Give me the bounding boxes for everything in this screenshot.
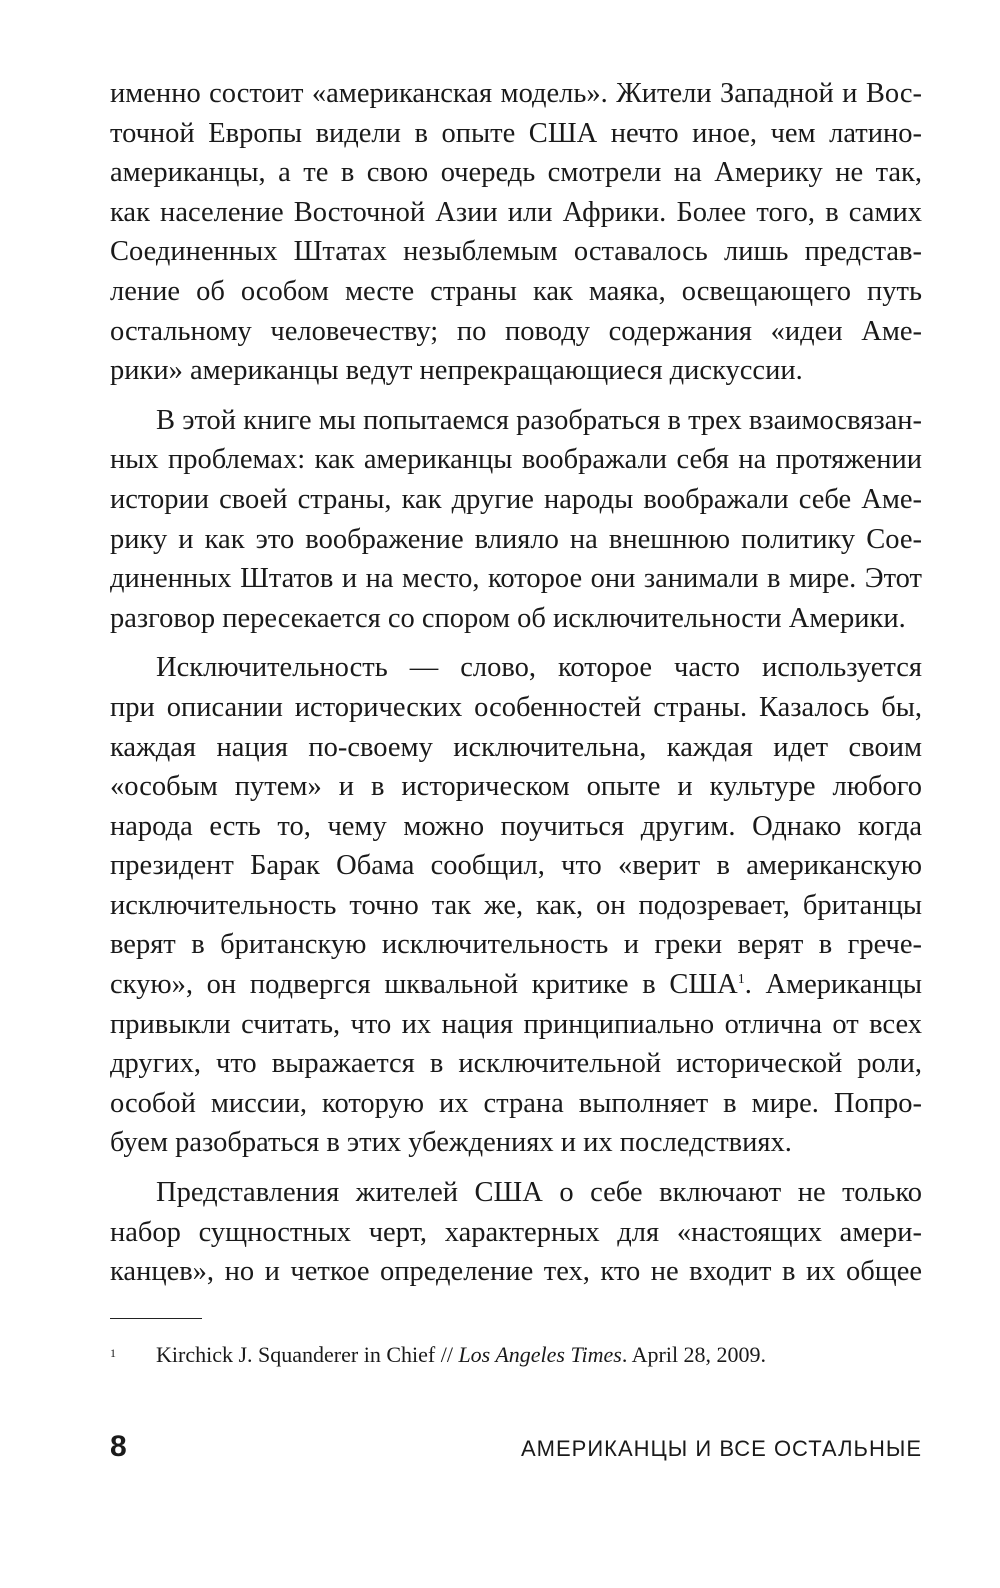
text-line: разговор пересекается со спором об исключительности Америки.: [110, 602, 906, 634]
text-line: точной Европы видели в опыте США нечто иное, чем латино-: [110, 117, 922, 149]
text-line: набор сущностных черт, характерных для «настоящих амери-: [110, 1216, 922, 1248]
text-line: истории своей страны, как другие народы воображали себе Аме-: [110, 483, 922, 515]
text-line: канцев», но и четкое определение тех, кто не входит в их общее: [110, 1256, 922, 1288]
footnote-reference[interactable]: 1: [737, 972, 745, 988]
text-line: именно состоит «американская модель». Жители Западной и Вос-: [110, 78, 922, 109]
text-line: ных проблемах: как американцы воображали себя на протяжении: [110, 444, 922, 476]
footnote-date: . April 28, 2009.: [621, 1342, 767, 1367]
paragraph-3: [110, 648, 922, 1163]
footnote-author-title: Kirchick J. Squanderer in Chief //: [156, 1342, 459, 1367]
text-line: рики» американцы ведут непрекращающиеся дискуссии.: [110, 355, 803, 387]
text-line: Соединенных Штатах незыблемым оставалось лишь представ-: [110, 236, 922, 268]
text-line: особой миссии, которую их страна выполняет в мире. Попро-: [110, 1087, 922, 1119]
footnote-number: 1: [110, 1346, 116, 1360]
text-line: привыкли считать, что их нация принципиально отлична от всех: [110, 1008, 922, 1040]
footnote-source: Los Angeles Times: [458, 1342, 622, 1367]
body-text: [110, 74, 922, 1292]
text-line: других, что выражается в исключительной исторической роли,: [110, 1048, 922, 1080]
footnote-divider: [110, 1318, 202, 1319]
text-line: Представления жителей США о себе включают не только: [156, 1177, 922, 1209]
text-line-with-footnote: [110, 965, 922, 1005]
paragraph-1: [110, 74, 922, 391]
text-line: исключительность точно так же, как, он подозревает, британцы: [110, 889, 922, 921]
page-number: 8: [110, 1430, 127, 1463]
text-line: диненных Штатов и на место, которое они занимали в мире. Этот: [110, 563, 922, 595]
text-line: остальному человечеству; по поводу содержания «идеи Аме-: [110, 315, 922, 347]
text-line: президент Барак Обама сообщил, что «верит в американскую: [110, 850, 922, 882]
text-line: буем разобраться в этих убеждениях и их последствиях.: [110, 1127, 792, 1159]
text-segment: . Американцы: [744, 969, 922, 1001]
paragraph-4: [110, 1173, 922, 1292]
text-line: «особым путем» и в историческом опыте и культуре любого: [110, 771, 922, 803]
text-line: при описании исторических особенностей страны. Казалось бы,: [110, 691, 922, 723]
text-line: В этой книге мы попытаемся разобраться в трех взаимосвязан-: [156, 404, 922, 436]
text-segment: скую», он подвергся шквальной критике в США: [110, 969, 738, 1001]
text-line: рику и как это воображение влияло на внешнюю политику Сое-: [110, 523, 922, 555]
running-title: АМЕРИКАНЦЫ И ВСЕ ОСТАЛЬНЫЕ: [521, 1436, 922, 1461]
footnote-text: [156, 1340, 766, 1370]
text-line: ление об особом месте страны как маяка, освещающего путь: [110, 275, 922, 307]
text-line: верят в британскую исключительность и греки верят в грече-: [110, 929, 922, 961]
text-line: как население Восточной Азии или Африки. Более того, в самих: [110, 196, 922, 228]
text-line: Исключительность — слово, которое часто используется: [156, 652, 922, 684]
paragraph-2: [110, 401, 922, 639]
text-line: каждая нация по-своему исключительна, каждая идет своим: [110, 731, 922, 763]
text-line: народа есть то, чему можно поучиться другим. Однако когда: [110, 810, 922, 842]
text-line: американцы, а те в свою очередь смотрели на Америку не так,: [110, 157, 922, 189]
